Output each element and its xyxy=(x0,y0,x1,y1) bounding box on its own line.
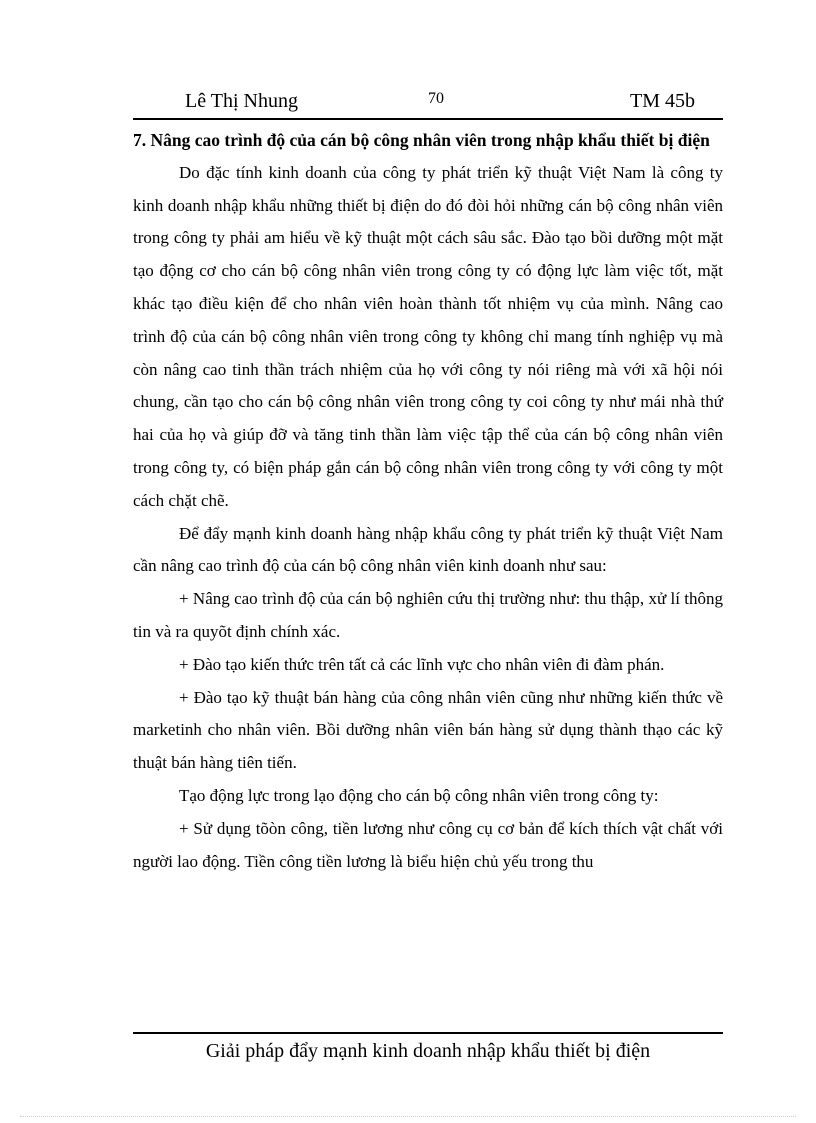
page-edge-divider xyxy=(20,1116,796,1117)
paragraph-7: + Sử dụng tõòn công, tiền lương như công cụ cơ bản để kích thích vật chất với người lao động. Tiền công tiền lương là biểu hiện chủ yếu trong thu xyxy=(133,818,723,871)
paragraph-6: Tạo động lực trong lạo động cho cán bộ công nhân viên trong công ty: xyxy=(179,785,659,805)
paragraph-3: + Nâng cao trình độ của cán bộ nghiên cứu thị trường như: thu thập, xử lí thông tin và ra quyõt định chính xác. xyxy=(133,589,723,641)
paragraph-5: + Đào tạo kỹ thuật bán hàng của công nhân viên cũng như những kiến thức về marketinh cho nhân viên. Bồi dưỡng nhân viên bán hàng sử dụng thành thạo các kỹ thuật bán hàng tiên tiến. xyxy=(133,687,723,773)
header-class-code: TM 45b xyxy=(630,90,695,112)
header-page-number: 70 xyxy=(428,90,444,107)
paragraph-1: Do đặc tính kinh doanh của công ty phát triển kỹ thuật Việt Nam là công ty kinh doanh nhập khẩu những thiết bị điện do đó đòi hỏi những cán bộ công nhân viên trong công ty phải am hiểu về kỹ thuật một cách sâu sắc. Đào tạo bồi dưỡng một mặt tạo động cơ cho cán bộ công nhân viên trong công ty có động lực làm việc tốt, mặt khác tạo điều kiện để cho nhân viên hoàn thành tốt nhiệm vụ của mình. Nâng cao trình độ của cán bộ công nhân viên trong công ty không chỉ mang tính nghiệp vụ mà còn nâng cao tinh thần trách nhiệm của họ với công ty nói riêng mà với xã hội nói chung, cần tạo cho cán bộ công nhân viên trong công ty coi công ty như mái nhà thứ hai của họ và giúp đỡ và tăng tinh thần làm việc tập thể của cán bộ công nhân viên trong công ty, có biện pháp gắn cán bộ công nhân viên trong công ty với công ty một cách chặt chẽ. xyxy=(133,162,723,510)
section-heading: 7. Nâng cao trình độ của cán bộ công nhân viên trong nhập khẩu thiết bị điện xyxy=(133,130,710,150)
page-footer xyxy=(133,1032,723,1063)
paragraph-2: Để đẩy mạnh kinh doanh hàng nhập khẩu công ty phát triển kỹ thuật Việt Nam cần nâng cao trình độ của cán bộ công nhân viên kinh doanh như sau: xyxy=(133,523,723,576)
page-body xyxy=(133,124,723,878)
paragraph-4: + Đào tạo kiến thức trên tất cả các lĩnh vực cho nhân viên đi đàm phán. xyxy=(179,654,665,674)
page-header xyxy=(133,88,723,120)
footer-title: Giải pháp đẩy mạnh kinh doanh nhập khẩu thiết bị điện xyxy=(205,1040,651,1062)
header-author: Lê Thị Nhung xyxy=(185,90,298,112)
